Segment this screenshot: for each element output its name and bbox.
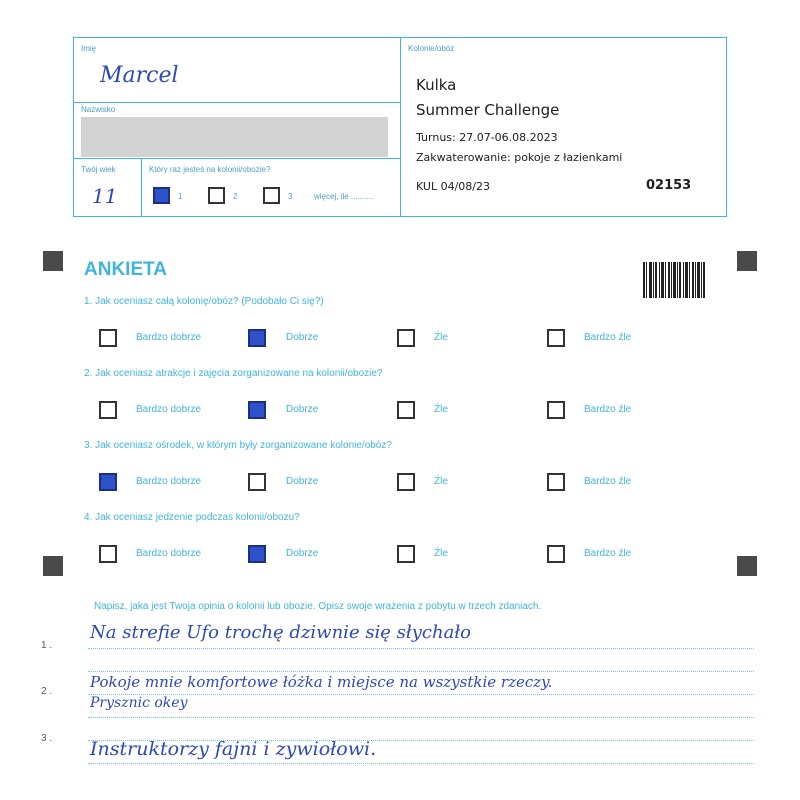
header-divider (400, 37, 401, 217)
wiek-divider (141, 158, 142, 217)
question-3-option-2-label: Dobrze (286, 476, 319, 487)
form-number: 02153 (646, 178, 692, 193)
question-4-option-2-label: Dobrze (286, 548, 319, 559)
answer-line-3b (88, 763, 754, 764)
question-1-option-1-checkbox[interactable] (99, 329, 117, 347)
question-2-option-2-label: Dobrze (286, 404, 319, 415)
ktory-raz-option-2-checkbox[interactable] (208, 187, 225, 204)
kul-code: KUL 04/08/23 (416, 180, 490, 193)
question-2-text: 2. Jak oceniasz atrakcje i zajęcia zorganizowane na kolonii/obozie? (84, 368, 383, 379)
ktory-raz-option-1-label: 1 (178, 192, 183, 201)
wiek-label: Twój wiek (81, 165, 116, 174)
question-2-option-3-label: Źle (434, 404, 448, 415)
camp-name-line-2: Summer Challenge (416, 101, 560, 119)
question-4-option-4-checkbox[interactable] (547, 545, 565, 563)
answer-line-1 (88, 648, 754, 649)
barcode-icon (643, 262, 705, 298)
question-1-option-4-label: Bardzo źle (584, 332, 632, 343)
header-row-line-2 (73, 158, 401, 159)
turnus-text: Turnus: 27.07-06.08.2023 (416, 131, 558, 144)
question-4-text: 4. Jak oceniasz jedzenie podczas kolonii/obozu? (84, 512, 300, 523)
header-row-line-1 (73, 102, 401, 103)
question-3-option-3-label: Źle (434, 476, 448, 487)
opinion-prompt: Napisz, jaka jest Twoja opinia o kolonii lub obozie. Opisz swoje wrażenia z pobytu w trzech zdaniach. (94, 601, 542, 612)
zakwaterowanie-text: Zakwaterowanie: pokoje z łazienkami (416, 151, 623, 164)
ktory-raz-option-1-checkbox[interactable] (153, 187, 170, 204)
nazwisko-redacted-field (81, 117, 388, 157)
line-number-1: 1 . (41, 640, 53, 651)
question-1-text: 1. Jak oceniasz całą kolonię/obóz? (Podobało Ci się?) (84, 296, 324, 307)
registration-marker-bottom-right (737, 556, 757, 576)
opinion-line-2a[interactable]: Pokoje mnie komfortowe łóżka i miejsce na wszystkie rzeczy. (90, 673, 553, 691)
question-3-option-1-checkbox[interactable] (99, 473, 117, 491)
wiecej-label: więcej, ile .......... (314, 192, 374, 201)
ktory-raz-option-3-label: 3 (288, 192, 293, 201)
ktory-raz-option-2-label: 2 (233, 192, 238, 201)
question-1-option-1-label: Bardzo dobrze (136, 332, 202, 343)
imie-value[interactable]: Marcel (100, 63, 179, 88)
answer-line-2b (88, 717, 754, 718)
answer-line-1b (88, 671, 754, 672)
question-4-option-4-label: Bardzo źle (584, 548, 632, 559)
answer-line-2 (88, 694, 754, 695)
question-1-option-3-checkbox[interactable] (397, 329, 415, 347)
line-number-2: 2 . (41, 686, 53, 697)
kolonie-label: Kolonie/obóz (408, 44, 455, 53)
survey-title: ANKIETA (84, 259, 168, 280)
question-3-option-1-label: Bardzo dobrze (136, 476, 202, 487)
question-1-option-4-checkbox[interactable] (547, 329, 565, 347)
registration-marker-top-right (737, 251, 757, 271)
opinion-line-1[interactable]: Na strefie Ufo trochę dziwnie się słychało (90, 622, 472, 643)
camp-name-line-1: Kulka (416, 76, 457, 94)
question-4-option-1-label: Bardzo dobrze (136, 548, 202, 559)
question-2-option-1-checkbox[interactable] (99, 401, 117, 419)
opinion-line-2b[interactable]: Prysznic okey (90, 695, 188, 711)
question-4-option-1-checkbox[interactable] (99, 545, 117, 563)
wiek-value[interactable]: 11 (92, 184, 118, 208)
question-2-option-3-checkbox[interactable] (397, 401, 415, 419)
nazwisko-label: Nazwisko (81, 105, 116, 114)
ktory-raz-option-3-checkbox[interactable] (263, 187, 280, 204)
question-1-option-3-label: Źle (434, 332, 448, 343)
question-2-option-4-label: Bardzo źle (584, 404, 632, 415)
ktory-raz-label: Który raz jesteś na kolonii/obozie? (149, 165, 271, 174)
question-4-option-3-checkbox[interactable] (397, 545, 415, 563)
registration-marker-bottom-left (43, 556, 63, 576)
question-2-option-2-checkbox[interactable] (248, 401, 266, 419)
question-3-option-4-checkbox[interactable] (547, 473, 565, 491)
question-1-option-2-label: Dobrze (286, 332, 319, 343)
question-4-option-3-label: Źle (434, 548, 448, 559)
question-3-option-3-checkbox[interactable] (397, 473, 415, 491)
registration-marker-top-left (43, 251, 63, 271)
line-number-3: 3 . (41, 733, 53, 744)
question-3-text: 3. Jak oceniasz ośrodek, w którym były zorganizowane kolonie/obóz? (84, 440, 392, 451)
question-1-option-2-checkbox[interactable] (248, 329, 266, 347)
imie-label: Imię (81, 44, 97, 53)
question-4-option-2-checkbox[interactable] (248, 545, 266, 563)
question-3-option-2-checkbox[interactable] (248, 473, 266, 491)
question-3-option-4-label: Bardzo źle (584, 476, 632, 487)
question-2-option-1-label: Bardzo dobrze (136, 404, 202, 415)
opinion-line-3[interactable]: Instruktorzy fajni i zywiołowi. (90, 738, 377, 760)
question-2-option-4-checkbox[interactable] (547, 401, 565, 419)
